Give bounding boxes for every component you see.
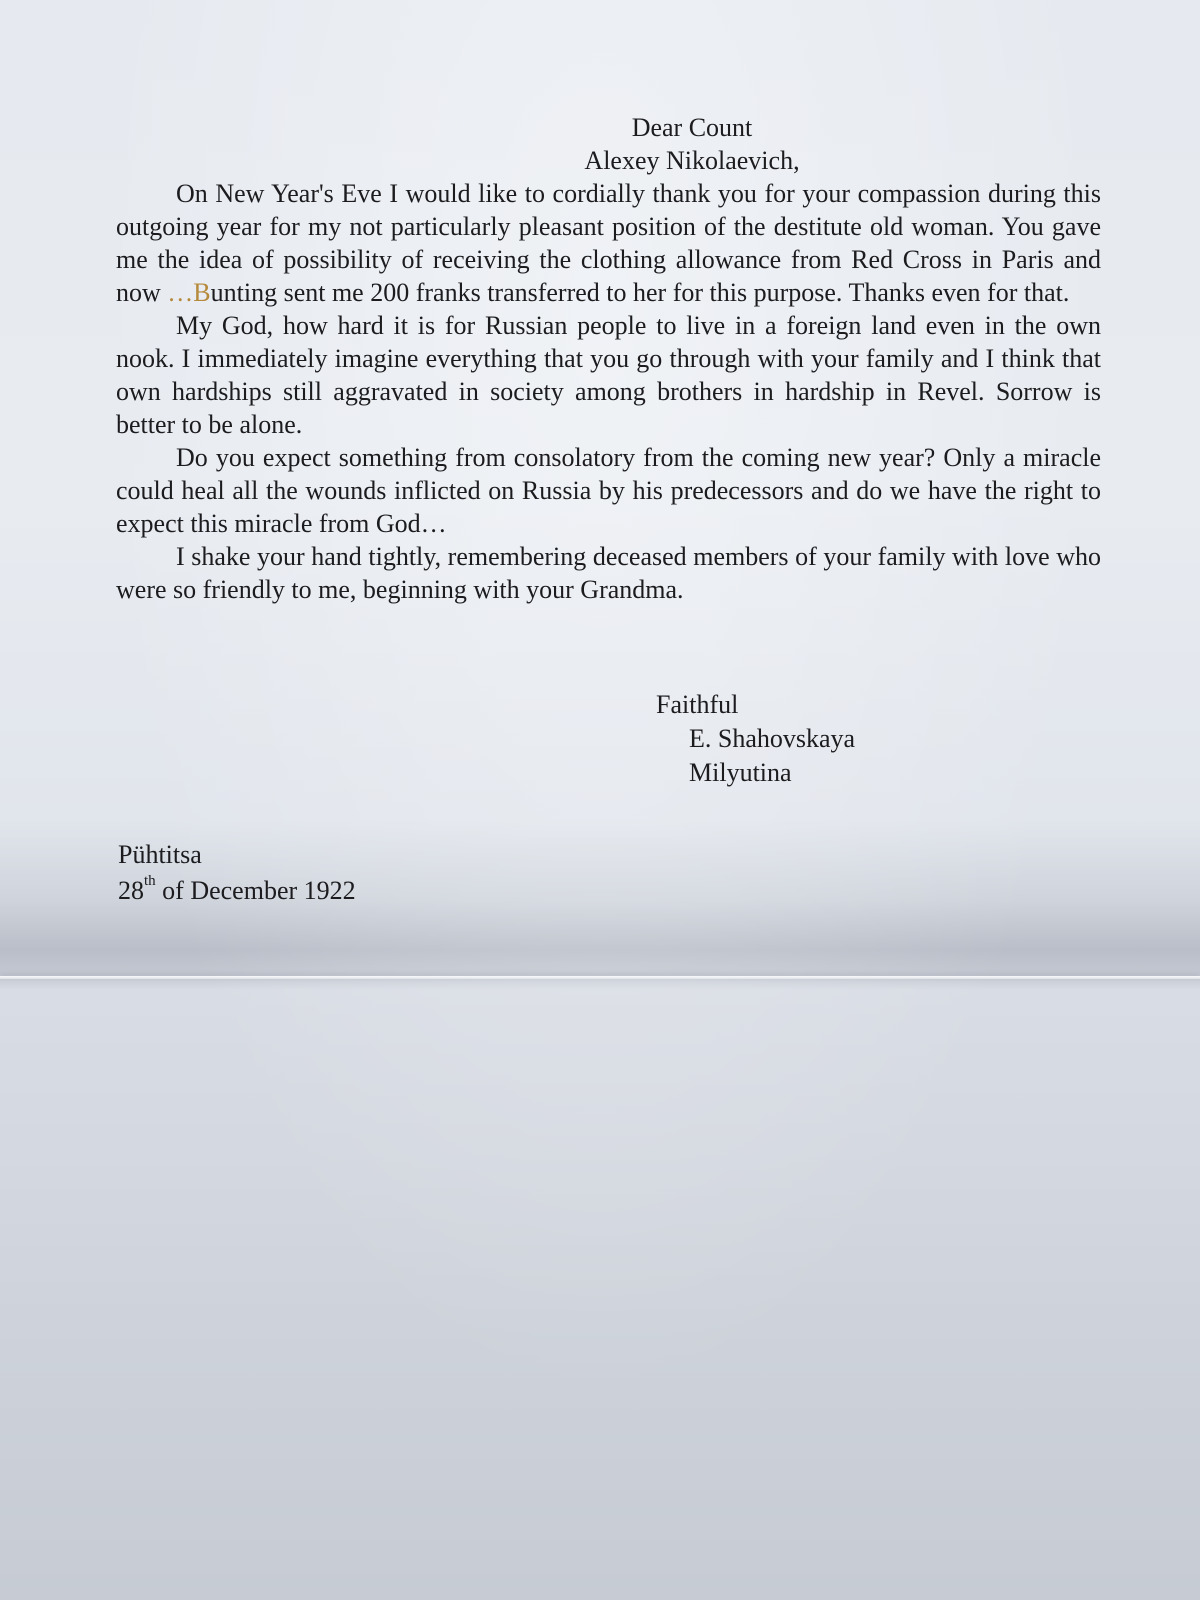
letter-body <box>116 177 1101 606</box>
letter-date <box>118 874 356 910</box>
salutation-line-2: Alexey Nikolaevich, <box>584 146 800 175</box>
paragraph-1-text-a: On New Year's Eve I would like to cordially thank you for your compassion during this outgoing year for my not particularly pleasant position of the destitute old woman. You gave me the idea of possibility of receiving the clothing allowance from Red Cross in Paris and now <box>116 179 1101 307</box>
paragraph-3: Do you expect something from consolatory from the coming new year? Only a miracle could heal all the wounds inflicted on Russia by his predecessors and do we have the right to expect this miracle from God… <box>116 443 1101 538</box>
paragraph-1-text-b: unting sent me 200 franks transferred to her for this purpose. Thanks even for that. <box>210 278 1070 307</box>
paragraph-2: My God, how hard it is for Russian people to live in a foreign land even in the own nook. I immediately imagine everything that you go through with your family and I think that own hardships still aggravated in society among brothers in hardship in Revel. Sorrow is better to be alone. <box>116 311 1101 439</box>
place-date-block <box>118 838 356 910</box>
date-day: 28 <box>118 876 144 905</box>
paper-fold-crease <box>0 976 1200 979</box>
paragraph-4: I shake your hand tightly, remembering deceased members of your family with love who were so friendly to me, beginning with your Grandma. <box>116 542 1101 604</box>
salutation-line-1: Dear Count <box>631 113 753 142</box>
signature-closing: Faithful <box>656 690 739 719</box>
date-rest: of December 1922 <box>155 876 356 905</box>
salutation <box>0 111 1200 177</box>
signature-name-1: E. Shahovskaya <box>689 724 856 753</box>
paragraph-1 <box>116 177 1101 309</box>
signature-name-2: Milyutina <box>689 758 792 787</box>
place-name: Pühtitsa <box>118 840 202 869</box>
paragraph-1-highlight: …B <box>167 278 211 307</box>
signature-block <box>656 688 855 790</box>
date-ordinal: th <box>144 873 156 890</box>
